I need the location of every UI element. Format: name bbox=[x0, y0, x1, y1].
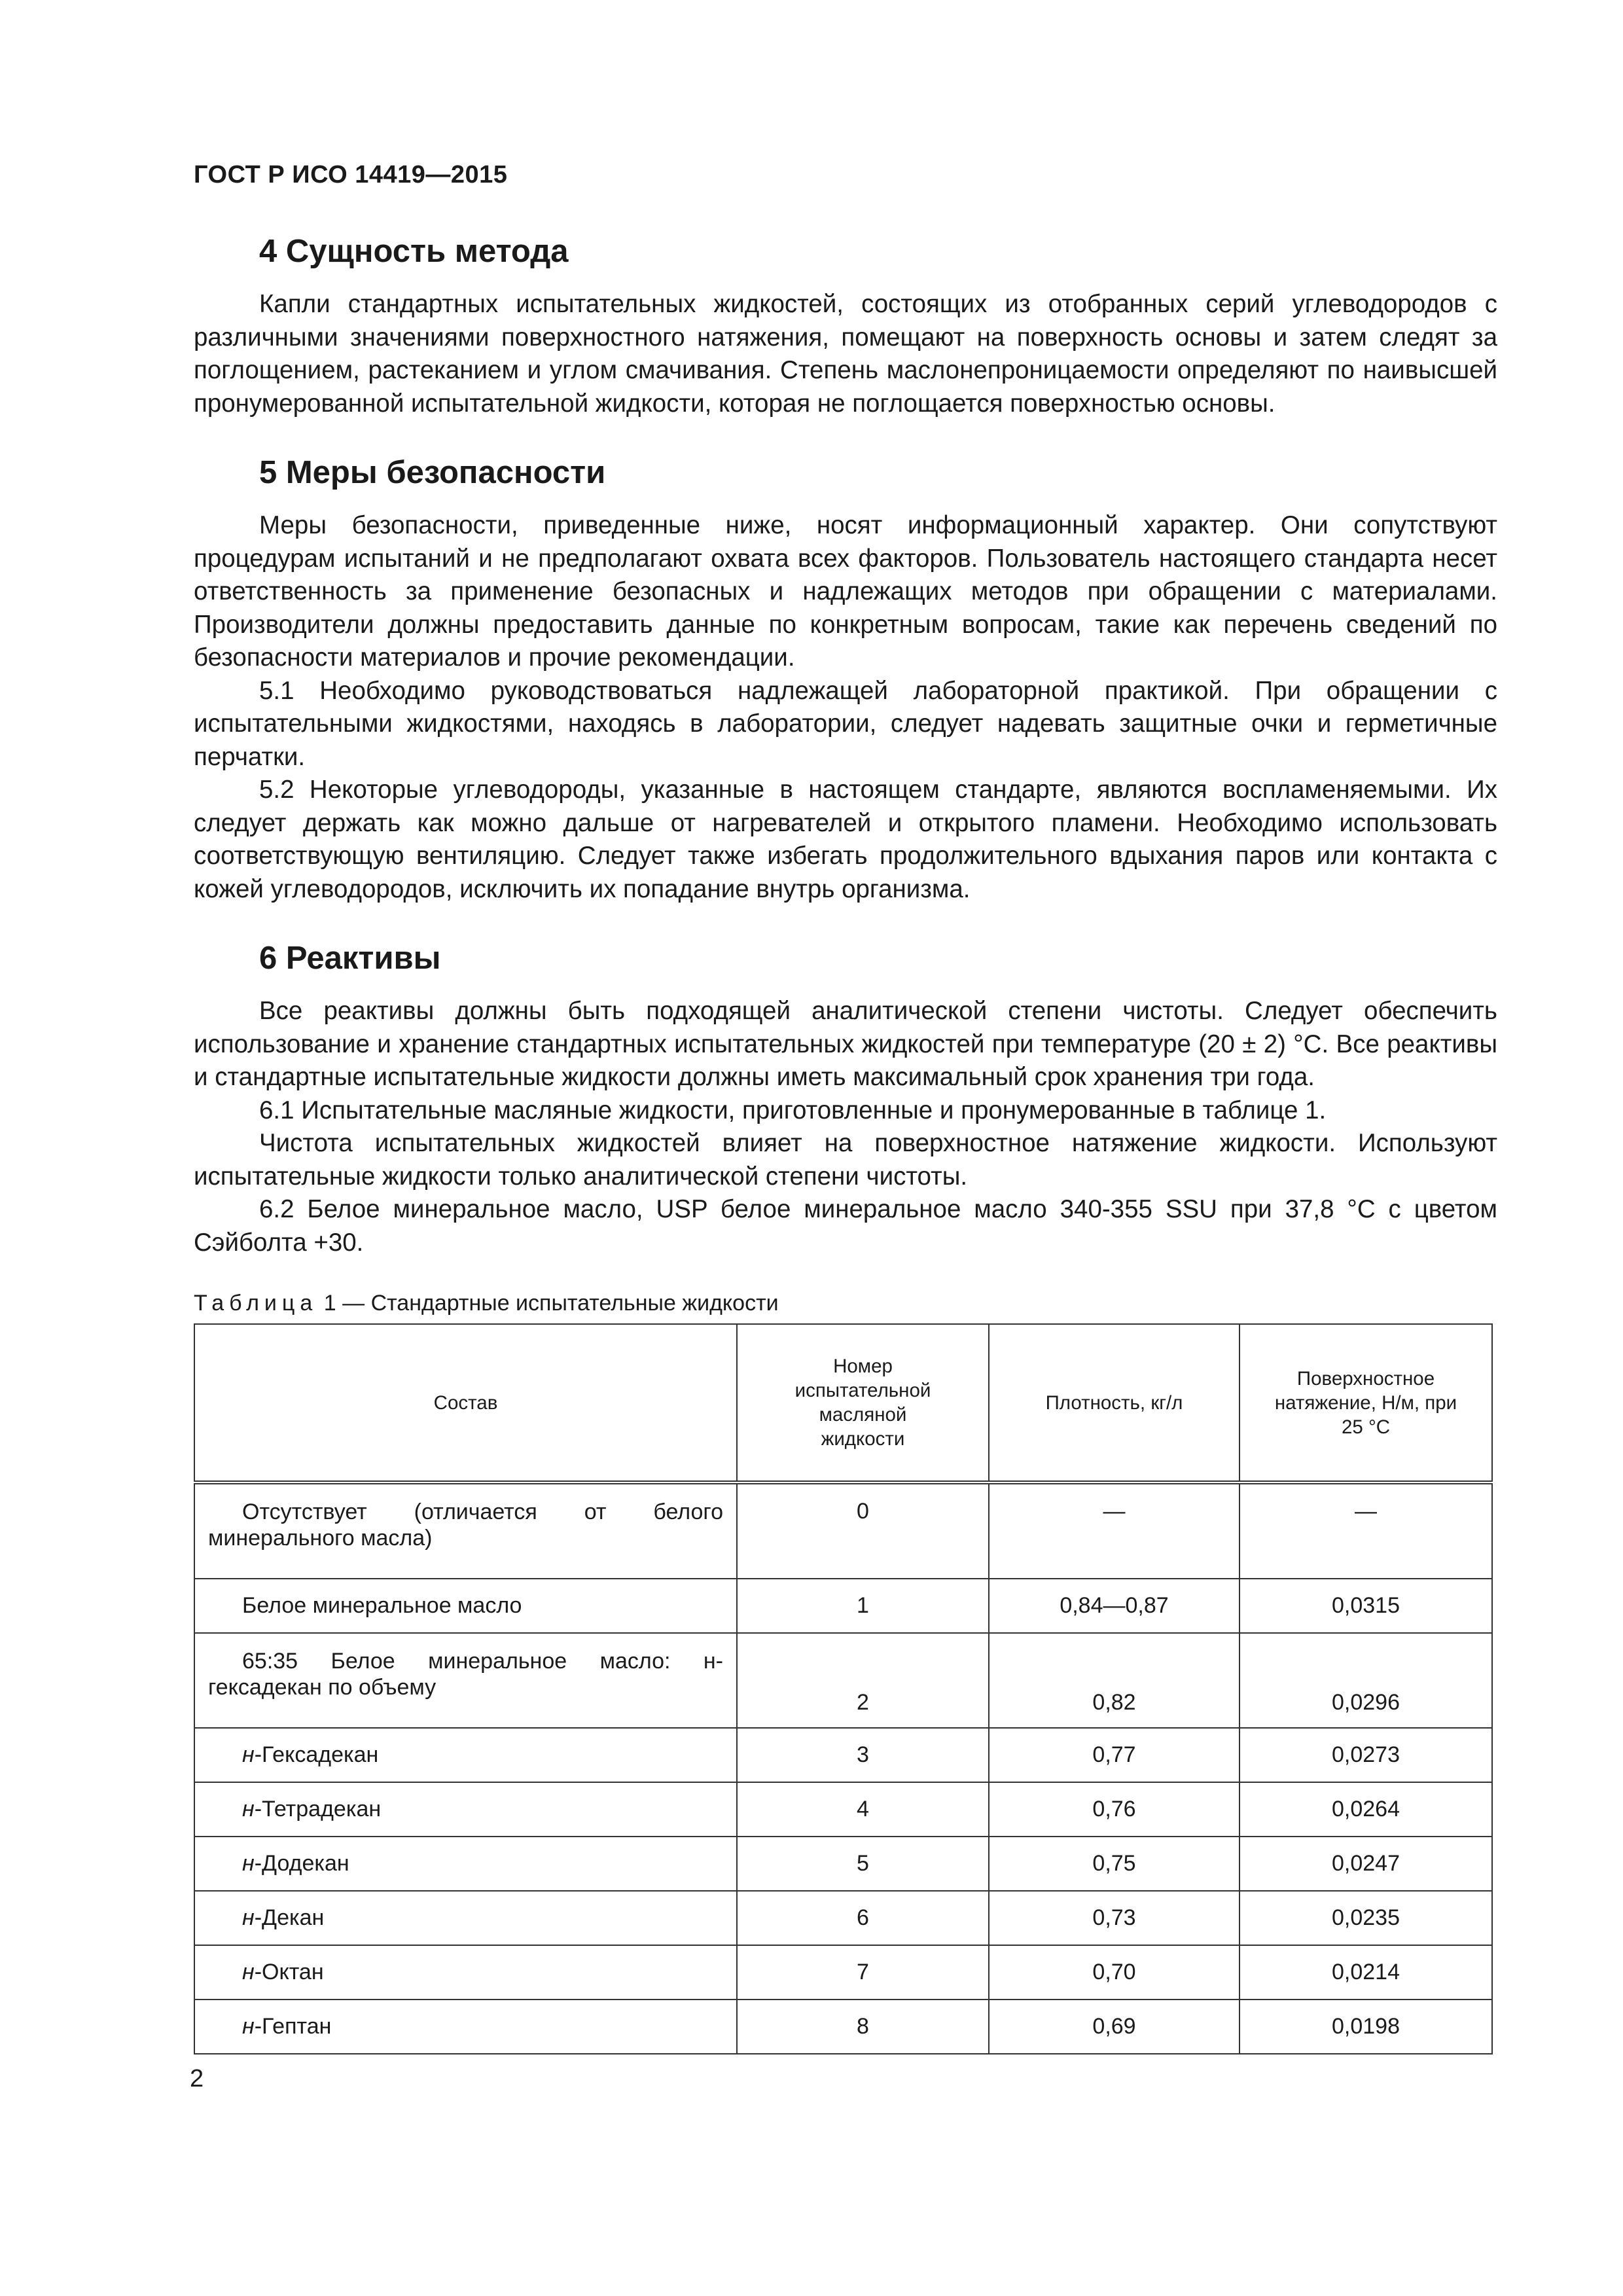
standard-liquids-table bbox=[194, 1323, 1493, 2054]
table-caption-label: Таблица bbox=[194, 1291, 318, 1316]
cell-density: 0,84—0,87 bbox=[989, 1579, 1240, 1633]
cell-liquid-number: 6 bbox=[737, 1891, 989, 1945]
cell-composition: н-Октан bbox=[194, 1945, 737, 2000]
cell-liquid-number: 5 bbox=[737, 1837, 989, 1891]
cell-density: 0,69 bbox=[989, 2000, 1240, 2054]
paragraph: Чистота испытательных жидкостей влияет на поверхностное натяжение жидкости. Используют испытательные жидкости только аналитической степени чистоты. bbox=[194, 1129, 1497, 1191]
table-row bbox=[194, 1891, 1492, 1945]
table-caption bbox=[194, 1288, 779, 1318]
paragraph: 5.2 Некоторые углеводороды, указанные в настоящем стандарте, являются воспламеняемыми. Их следует держать как можно дальше от нагревателей и открытого пламени. Необходимо использовать соответствующую вентиляцию. Следует также избегать продолжительного вдыхания паров или контакта с кожей углеводородов, исключить их попадание внутрь организма. bbox=[194, 776, 1497, 903]
column-header-density: Плотность, кг/л bbox=[989, 1324, 1240, 1482]
cell-surface-tension: 0,0296 bbox=[1240, 1633, 1492, 1728]
cell-surface-tension: 0,0273 bbox=[1240, 1728, 1492, 1782]
table-row bbox=[194, 1782, 1492, 1837]
cell-composition: н-Тетрадекан bbox=[194, 1782, 737, 1837]
cell-liquid-number: 4 bbox=[737, 1782, 989, 1837]
section-title: 4 Сущность метода bbox=[259, 234, 569, 269]
cell-liquid-number: 8 bbox=[737, 2000, 989, 2054]
page-number: 2 bbox=[190, 2065, 204, 2092]
table-row bbox=[194, 2000, 1492, 2054]
table-header-row bbox=[194, 1324, 1492, 1482]
section-title: 6 Реактивы bbox=[259, 941, 441, 976]
cell-density: — bbox=[989, 1482, 1240, 1579]
cell-density: 0,82 bbox=[989, 1633, 1240, 1728]
cell-density: 0,70 bbox=[989, 1945, 1240, 2000]
cell-liquid-number: 1 bbox=[737, 1579, 989, 1633]
cell-surface-tension: 0,0264 bbox=[1240, 1782, 1492, 1837]
cell-density: 0,73 bbox=[989, 1891, 1240, 1945]
cell-liquid-number: 7 bbox=[737, 1945, 989, 2000]
paragraph: 6.2 Белое минеральное масло, USP белое минеральное масло 340-355 SSU при 37,8 °С с цветом Сэйболта +30. bbox=[194, 1195, 1497, 1257]
cell-density: 0,75 bbox=[989, 1837, 1240, 1891]
paragraph: 6.1 Испытательные масляные жидкости, приготовленные и пронумерованные в таблице 1. bbox=[259, 1096, 1327, 1124]
cell-surface-tension: 0,0214 bbox=[1240, 1945, 1492, 2000]
cell-composition: Белое минеральное масло bbox=[194, 1579, 737, 1633]
cell-composition: н-Гексадекан bbox=[194, 1728, 737, 1782]
table-row bbox=[194, 1945, 1492, 2000]
table-row bbox=[194, 1482, 1492, 1579]
cell-surface-tension: 0,0198 bbox=[1240, 2000, 1492, 2054]
table-row bbox=[194, 1837, 1492, 1891]
column-header-liquid-number: Номер испытательной масляной жидкости bbox=[737, 1324, 989, 1482]
cell-composition: н-Додекан bbox=[194, 1837, 737, 1891]
table-row bbox=[194, 1728, 1492, 1782]
table-row bbox=[194, 1633, 1492, 1728]
document-body bbox=[194, 230, 1497, 1259]
cell-composition: 65:35 Белое минеральное масло: н-гексадекан по объему bbox=[194, 1633, 737, 1728]
cell-liquid-number: 0 bbox=[737, 1482, 989, 1579]
cell-surface-tension: 0,0247 bbox=[1240, 1837, 1492, 1891]
document-header: ГОСТ Р ИСО 14419—2015 bbox=[194, 161, 508, 188]
cell-liquid-number: 3 bbox=[737, 1728, 989, 1782]
cell-density: 0,76 bbox=[989, 1782, 1240, 1837]
cell-surface-tension: 0,0315 bbox=[1240, 1579, 1492, 1633]
cell-surface-tension: 0,0235 bbox=[1240, 1891, 1492, 1945]
cell-composition: н-Гептан bbox=[194, 2000, 737, 2054]
column-header-composition: Состав bbox=[194, 1324, 737, 1482]
cell-density: 0,77 bbox=[989, 1728, 1240, 1782]
paragraph: Все реактивы должны быть подходящей аналитической степени чистоты. Следует обеспечить использование и хранение стандартных испытательных жидкостей при температуре (20 ± 2) °С. Все реактивы и стандартные испытательные жидкости должны иметь максимальный срок хранения три года. bbox=[194, 997, 1497, 1091]
paragraph: Капли стандартных испытательных жидкостей, состоящих из отобранных серий углеводородов с различными значениями поверхностного натяжения, помещают на поверхность основы и затем следят за поглощением, растеканием и углом смачивания. Степень маслонепроницаемости определяют по наивысшей пронумерованной испытательной жидкости, которая не поглощается поверхностью основы. bbox=[194, 290, 1497, 418]
cell-composition: н-Декан bbox=[194, 1891, 737, 1945]
column-header-surface-tension: Поверхностное натяжение, Н/м, при 25 °С bbox=[1240, 1324, 1492, 1482]
paragraph: 5.1 Необходимо руководствоваться надлежащей лабораторной практикой. При обращении с испытательными жидкостями, находясь в лаборатории, следует надевать защитные очки и герметичные перчатки. bbox=[194, 676, 1497, 771]
section-title: 5 Меры безопасности bbox=[259, 455, 606, 490]
cell-liquid-number: 2 bbox=[737, 1633, 989, 1728]
paragraph: Меры безопасности, приведенные ниже, носят информационный характер. Они сопутствуют процедурам испытаний и не предполагают охвата всех факторов. Пользователь настоящего стандарта несет ответственность за применение безопасных и надлежащих методов при обращении с материалами. Производители должны предоставить данные по конкретным вопросам, такие как перечень сведений по безопасности материалов и прочие рекомендации. bbox=[194, 511, 1497, 672]
table-row bbox=[194, 1579, 1492, 1633]
table-caption-text: 1 — Стандартные испытательные жидкости bbox=[323, 1291, 779, 1316]
cell-surface-tension: — bbox=[1240, 1482, 1492, 1579]
cell-composition: Отсутствует (отличается от белого минерального масла) bbox=[194, 1482, 737, 1579]
